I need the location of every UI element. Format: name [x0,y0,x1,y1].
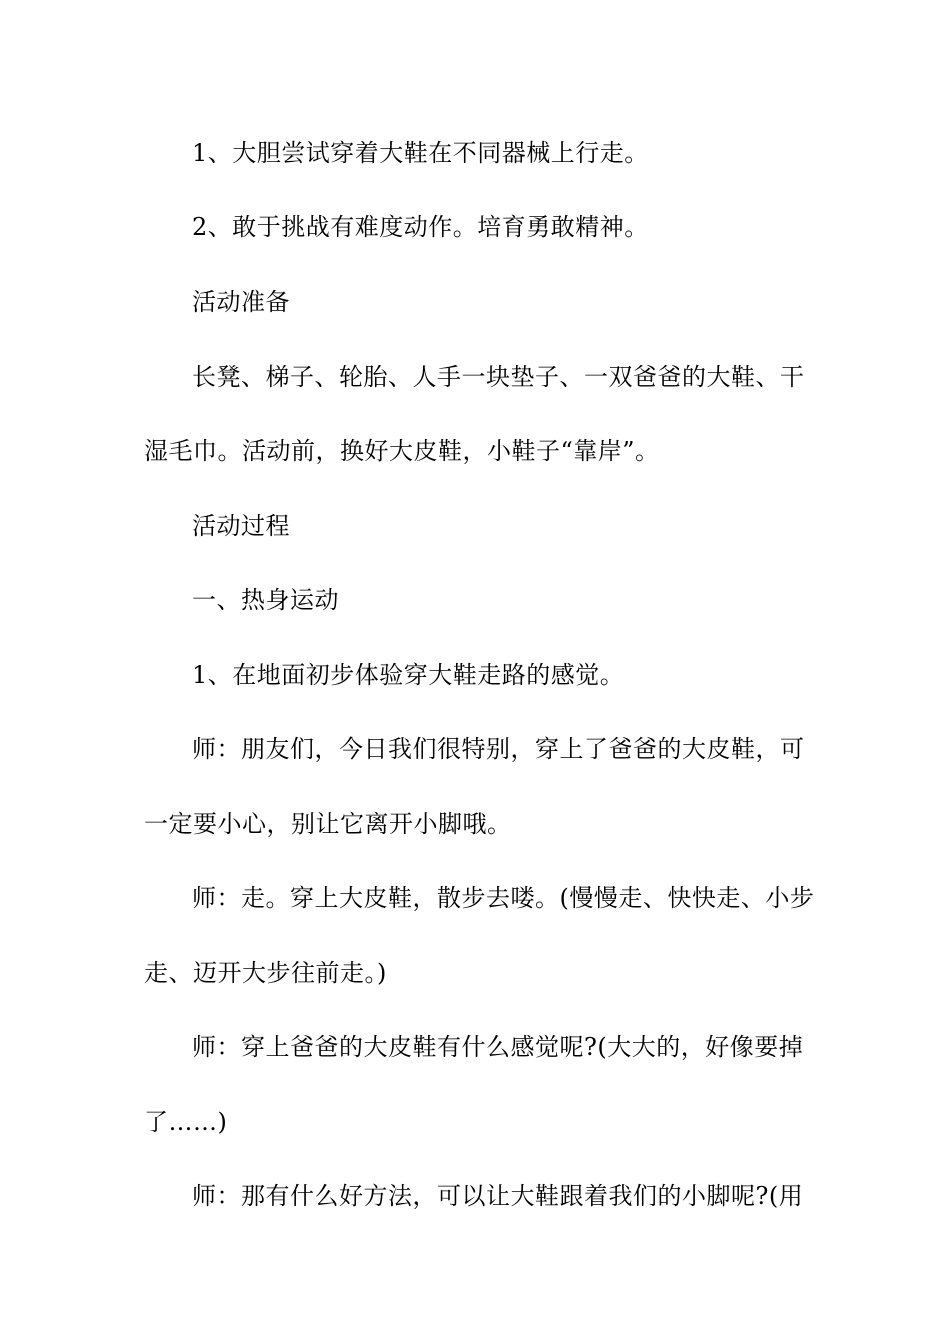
paragraph-line: 一定要小心，别让它离开小脚哦。 [144,810,512,838]
step-item-1: 1、在地面初步体验穿大鞋走路的感觉。 [192,661,625,689]
paragraph-line: 走、迈开大步往前走。) [144,959,387,987]
goal-item-2: 2、敢于挑战有难度动作。培育勇敢精神。 [192,213,649,241]
paragraph-line: 师：那有什么好方法，可以让大鞋跟着我们的小脚呢?(用 [192,1182,804,1210]
subsection-heading-warmup: 一、热身运动 [192,586,339,614]
section-heading-preparation: 活动准备 [192,288,290,316]
section-heading-process: 活动过程 [192,512,290,540]
goal-item-1: 1、大胆尝试穿着大鞋在不同器械上行走。 [192,139,649,167]
paragraph-line: 长凳、梯子、轮胎、人手一块垫子、一双爸爸的大鞋、干 [192,363,805,391]
paragraph-line: 了……) [144,1108,228,1136]
paragraph-line: 师：穿上爸爸的大皮鞋有什么感觉呢?(大大的，好像要掉 [192,1033,804,1061]
paragraph-line: 师：走。穿上大皮鞋，散步去喽。(慢慢走、快快走、小步 [192,884,815,912]
paragraph-line: 湿毛巾。活动前，换好大皮鞋，小鞋子“靠岸”。 [144,437,660,465]
paragraph-line: 师：朋友们，今日我们很特别，穿上了爸爸的大皮鞋，可 [192,735,805,763]
